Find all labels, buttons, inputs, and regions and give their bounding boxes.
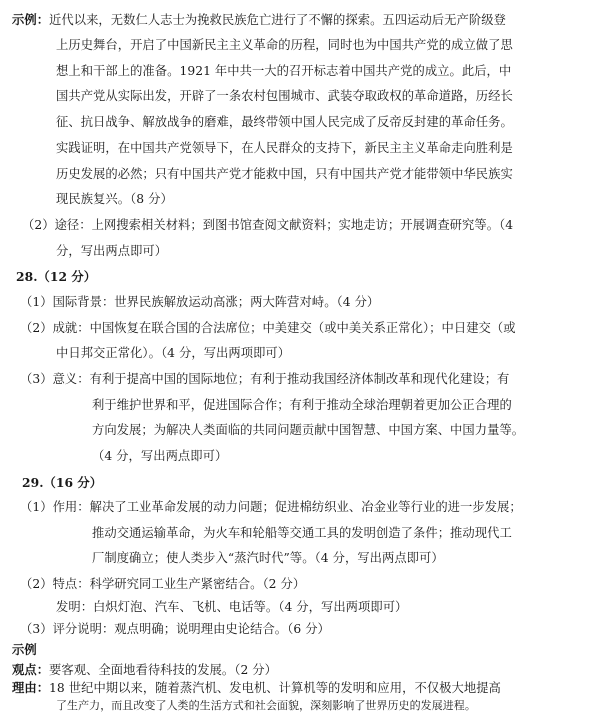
line-14: 中日邦交正常化）。（4 分，写出两项即可） bbox=[56, 346, 291, 360]
line-12: （1）国际背景：世界民族解放运动高涨；两大阵营对峙。（4 分） bbox=[20, 295, 380, 309]
line-25: （3）评分说明：观点明确；说明理由史论结合。（6 分） bbox=[20, 622, 330, 636]
line-27: 观点：要客观、全面地看待科技的发展。（2 分） bbox=[12, 662, 277, 677]
line-17: 方向发展；为解决人类面临的共同问题贡献中国智慧、中国方案、中国力量等。 bbox=[92, 423, 525, 437]
line-21: 推动交通运输革命，为火车和轮船等交通工具的发明创造了条件；推动现代工 bbox=[92, 526, 512, 540]
line-1-body: 近代以来，无数仁人志士为挽救民族危亡进行了不懈的探索。五四运动后无产阶级登 bbox=[49, 13, 506, 27]
line-7: 历史发展的必然；只有中国共产党才能救中国，只有中国共产党才能带领中华民族实 bbox=[56, 167, 513, 181]
line-13: （2）成就：中国恢复在联合国的合法席位；中美建交（或中美关系正常化）；中日建交（或 bbox=[20, 321, 516, 335]
example-label: 示例 bbox=[12, 642, 37, 657]
line-20: （1）作用：解决了工业革命发展的动力问题；促进棉纺织业、冶金业等行业的进一步发展； bbox=[20, 500, 522, 514]
question-28-heading: 28.（12 分） bbox=[16, 269, 97, 284]
line-29: 了生产力，而且改变了人类的生活方式和社会面貌，深刻影响了世界历史的发展进程。 bbox=[56, 699, 476, 712]
line-3: 想上和干部上的准备。1921 年中共一大的召开标志着中国共产党的成立。此后，中 bbox=[56, 64, 512, 78]
line-4: 国共产党从实际出发，开辟了一条农村包围城市、武装夺取政权的革命道路，历经长 bbox=[56, 89, 513, 103]
line-24: 发明：白炽灯泡、汽车、飞机、电话等。（4 分，写出两项即可） bbox=[56, 600, 408, 614]
line-6: 实践证明，在中国共产党领导下，在人民群众的支持下，新民主主义革命走向胜利是 bbox=[56, 141, 513, 155]
line-22: 厂制度确立；使人类步入“蒸汽时代”等。（4 分，写出两点即可） bbox=[92, 551, 444, 565]
line-28: 理由：18 世纪中期以来，随着蒸汽机、发电机、计算机等的发明和应用，不仅极大地提高 bbox=[12, 680, 501, 695]
line-2: 上历史舞台，开启了中国新民主主义革命的历程，同时也为中国共产党的成立做了思 bbox=[56, 38, 513, 52]
line-5: 征、抗日战争、解放战争的磨难，最终带领中国人民完成了反帝反封建的革命任务。 bbox=[56, 115, 513, 129]
line-8: 现民族复兴。（8 分） bbox=[56, 192, 173, 206]
line-16: 利于维护世界和平，促进国际合作；有利于推动全球治理朝着更加公正合理的 bbox=[92, 398, 512, 412]
line-23: （2）特点：科学研究同工业生产紧密结合。（2 分） bbox=[20, 577, 306, 591]
line-1: 示例：近代以来，无数仁人志士为挽救民族危亡进行了不懈的探索。五四运动后无产阶级登 bbox=[12, 12, 506, 27]
line-18: （4 分，写出两点即可） bbox=[92, 449, 228, 463]
line-15: （3）意义：有利于提高中国的国际地位；有利于推动我国经济体制改革和现代化建设；有 bbox=[20, 372, 510, 386]
line-10: 分，写出两点即可） bbox=[56, 244, 168, 258]
line-9: （2）途径：上网搜索相关材料；到图书馆查阅文献资料；实地走访；开展调查研究等。（4 bbox=[22, 218, 514, 232]
question-29-heading: 29.（16 分） bbox=[22, 475, 103, 490]
